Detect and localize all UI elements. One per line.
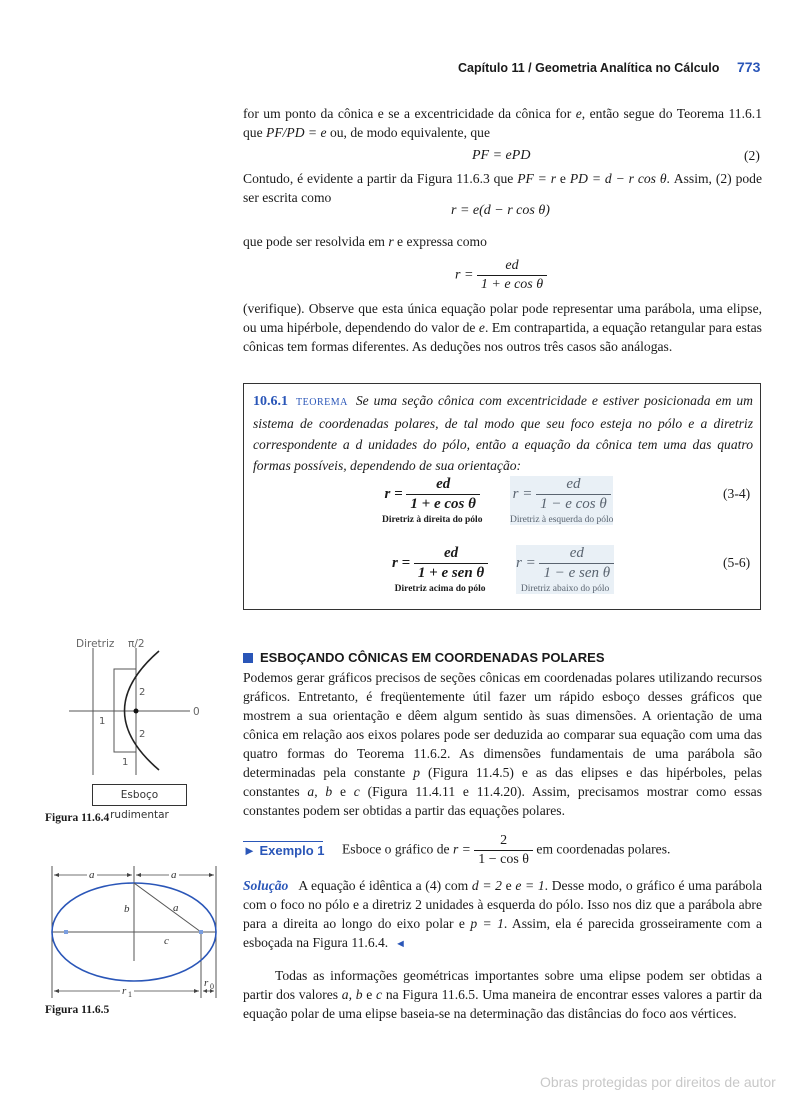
var-c: c	[376, 987, 383, 1002]
example-rule	[243, 841, 323, 842]
denominator: 1 − e sen θ	[543, 565, 611, 581]
text: . Desse modo, o gráfico é uma parábola com o foco no pólo e a diretriz 2 unidades à esquerda do pólo. Isso nos diz que a parábola abre para a direita ao longo do eixo polar e	[243, 878, 762, 931]
text: e	[556, 171, 570, 186]
vars-a-b: a, b	[341, 987, 363, 1002]
expr-d: d = 2	[471, 878, 502, 893]
var-a: a	[307, 784, 315, 799]
solution-label: Solução	[243, 878, 289, 893]
intro-paragraph-4	[243, 299, 762, 356]
label-a-left: a	[89, 869, 95, 881]
text: Todas as informações geométricas importantes sobre uma elipse podem ser obtidas a partir dos valores	[243, 968, 762, 1002]
equation-lhs: r =	[512, 485, 533, 502]
numerator: ed	[477, 258, 547, 276]
equation-text: PF = ePD	[472, 148, 531, 163]
example-statement	[342, 833, 670, 868]
theorem-text: Se uma seção cônica com excentricidade e estiver posicionada em um sistema de coordenadas polares, de tal modo que seu foco esteja no pólo e a diretriz correspondente a d unidades do pólo, então a equação da cônica tem uma das quatro formas possíveis, dependendo de sua orientação:	[253, 393, 753, 473]
figure-11-6-4-parabola-sketch	[40, 630, 210, 780]
running-header: Capítulo 11 / Geometria Analítica no Cálculo	[458, 61, 720, 75]
text: Esboce o gráfico de	[342, 841, 453, 857]
semi-major-segment	[134, 883, 201, 932]
numerator: ed	[536, 476, 611, 495]
dimension-1-bottom: 1	[122, 757, 129, 768]
left-focus-point	[64, 930, 68, 934]
var-b: b	[325, 784, 333, 799]
theorem-number: 10.6.1	[253, 394, 288, 409]
var-c: c	[353, 784, 360, 799]
equation-lhs: r =	[384, 485, 403, 502]
equation-lhs: r =	[452, 841, 471, 857]
dimension-2-upper: 2	[139, 687, 146, 698]
copyright-watermark: Obras protegidas por direitos de autor	[540, 1074, 776, 1090]
expr-pf: PF = r	[517, 171, 557, 186]
text: (Figura 11.4.11 e 11.4.20). Assim, precisamos mostrar como essas constantes podem ser obtidas a partir das equações polares.	[243, 784, 762, 818]
numerator: 2	[474, 833, 533, 851]
text: e	[362, 987, 377, 1002]
theorem-statement	[253, 390, 753, 476]
theorem-box	[243, 383, 761, 610]
text: . Em contrapartida, a equação retangular para estas cônicas tem formas diferentes. As deduções nos outros três casos são análogas.	[243, 320, 762, 354]
directrix-label: Diretriz	[76, 638, 115, 650]
var-p: p	[413, 765, 421, 780]
text: e	[332, 784, 354, 799]
text: e	[501, 878, 516, 893]
text: (verifique). Observe que esta única equação polar pode representar uma parábola, uma elipse, ou uma hipérbole, dependendo do valor de	[243, 301, 762, 335]
section-heading	[243, 650, 605, 665]
end-of-example-icon: ◄	[395, 938, 406, 950]
equation-lhs: r =	[516, 554, 536, 571]
example-label: ► Exemplo 1	[243, 843, 325, 858]
equation-4	[455, 258, 547, 293]
final-paragraph	[243, 966, 762, 1023]
figure-11-6-5-ellipse	[40, 860, 230, 1000]
page-number: 773	[737, 59, 761, 75]
expr-pd: PD = d − r cos θ	[569, 171, 667, 186]
label-r1-subscript: 1	[128, 990, 132, 999]
denominator: 1 − e cos θ	[540, 496, 607, 512]
text: Contudo, é evidente a partir da Figura 11.6.3 que	[243, 171, 518, 186]
label-b: b	[124, 903, 130, 915]
form-caption: Diretriz à esquerda do pólo	[510, 515, 614, 525]
text: em coordenadas polares.	[533, 841, 671, 857]
form-caption: Diretriz à direita do pólo	[382, 515, 483, 525]
text: ,	[314, 784, 326, 799]
dimension-2-lower: 2	[139, 729, 146, 740]
equation-number-2: (2)	[744, 148, 760, 163]
numerator: ed	[539, 545, 614, 564]
intro-paragraph-1	[243, 104, 762, 142]
text: na Figura 11.6.5. Uma maneira de encontrar esses valores a partir da equação polar de uma elipse baseia-se na determinação das distâncias do foco aos vértices.	[243, 987, 762, 1021]
equation-text: r = e(d − r cos θ)	[451, 203, 550, 218]
focus-point	[134, 709, 139, 714]
pi-half-label: π/2	[128, 638, 145, 650]
text: , então segue do Teorema 11.6.1 que	[243, 106, 762, 140]
form-caption: Diretriz acima do pólo	[394, 584, 486, 594]
text: Podemos gerar gráficos precisos de seções cônicas em coordenadas polares utilizando recursos gráficos. Entretanto, é freqüentemente útil fazer um rápido esboço desses gráficos que mostrem a sua orientação e dêem algum sentido às suas dimensões. A orientação de uma cônica em relação aos eixos polares pode ser deduzida ao comparar sua equação com uma das quatro formas do Teorema 11.6.2. As dimensões fundamentais de uma parábola são determinadas pela constante	[243, 670, 762, 780]
fraction	[477, 258, 547, 293]
label-r0: r	[204, 977, 209, 989]
text: . Assim, ela é parecida grosseiramente com a esboçada na Figura 11.6.4.	[243, 916, 762, 950]
right-focus-point	[199, 930, 203, 934]
form-caption: Diretriz abaixo do pólo	[520, 584, 610, 594]
numerator: ed	[414, 545, 488, 564]
ratio-expression: PF/PD = e	[266, 125, 327, 140]
denominator: 1 + e sen θ	[417, 565, 485, 581]
label-c: c	[164, 935, 169, 947]
equation-number-5-6: (5-6)	[723, 555, 751, 570]
equation-lhs: r =	[455, 267, 474, 283]
label-r1: r	[122, 985, 127, 997]
label-a-diagonal: a	[173, 902, 179, 914]
equation-2	[472, 148, 530, 164]
text: e expressa como	[393, 234, 487, 249]
text: (Figura 11.4.5) e as das elipses e das hipérboles, pelas constantes	[243, 765, 763, 799]
equation-3	[451, 203, 550, 219]
polar-form-5	[392, 545, 488, 594]
expr-p: p = 1	[470, 916, 504, 931]
text: . Assim, (2) pode ser escrita como	[243, 171, 762, 205]
denominator: 1 + e cos θ	[410, 496, 476, 512]
var-e: e	[575, 106, 582, 121]
polar-form-4	[510, 476, 613, 525]
text: A equação é idêntica a (4) com	[298, 878, 472, 893]
polar-form-3	[382, 476, 482, 525]
sketch-label-box: Esboço rudimentar	[92, 784, 187, 806]
equation-lhs: r =	[392, 554, 411, 571]
intro-paragraph-2	[243, 169, 762, 207]
text: que pode ser resolvida em	[243, 234, 389, 249]
theorem-label: TEOREMA	[296, 397, 348, 408]
section-paragraph	[243, 668, 762, 820]
dimension-1-left: 1	[99, 716, 106, 727]
label-r0-subscript: 0	[210, 982, 214, 991]
var-e: e	[478, 320, 485, 335]
denominator: 1 + e cos θ	[480, 277, 544, 292]
figure-caption-11-6-4: Figura 11.6.4	[45, 812, 110, 824]
denominator: 1 − cos θ	[478, 852, 530, 867]
intro-paragraph-3	[243, 232, 762, 251]
solution-paragraph	[243, 876, 762, 954]
zero-label: 0	[193, 706, 200, 718]
var-r: r	[388, 234, 394, 249]
text: ou, de modo equivalente, que	[326, 125, 491, 140]
section-heading-text: ESBOÇANDO CÔNICAS EM COORDENADAS POLARES	[260, 650, 605, 665]
label-a-right: a	[171, 869, 177, 881]
equation-number-3-4: (3-4)	[723, 486, 751, 501]
fraction	[474, 833, 533, 868]
numerator: ed	[406, 476, 480, 495]
expr-e: e = 1	[515, 878, 545, 893]
polar-form-6	[516, 545, 614, 594]
section-square-icon	[243, 653, 253, 663]
text: for um ponto da cônica e se a excentricidade da cônica for	[243, 106, 576, 121]
figure-caption-11-6-5: Figura 11.6.5	[45, 1004, 110, 1016]
